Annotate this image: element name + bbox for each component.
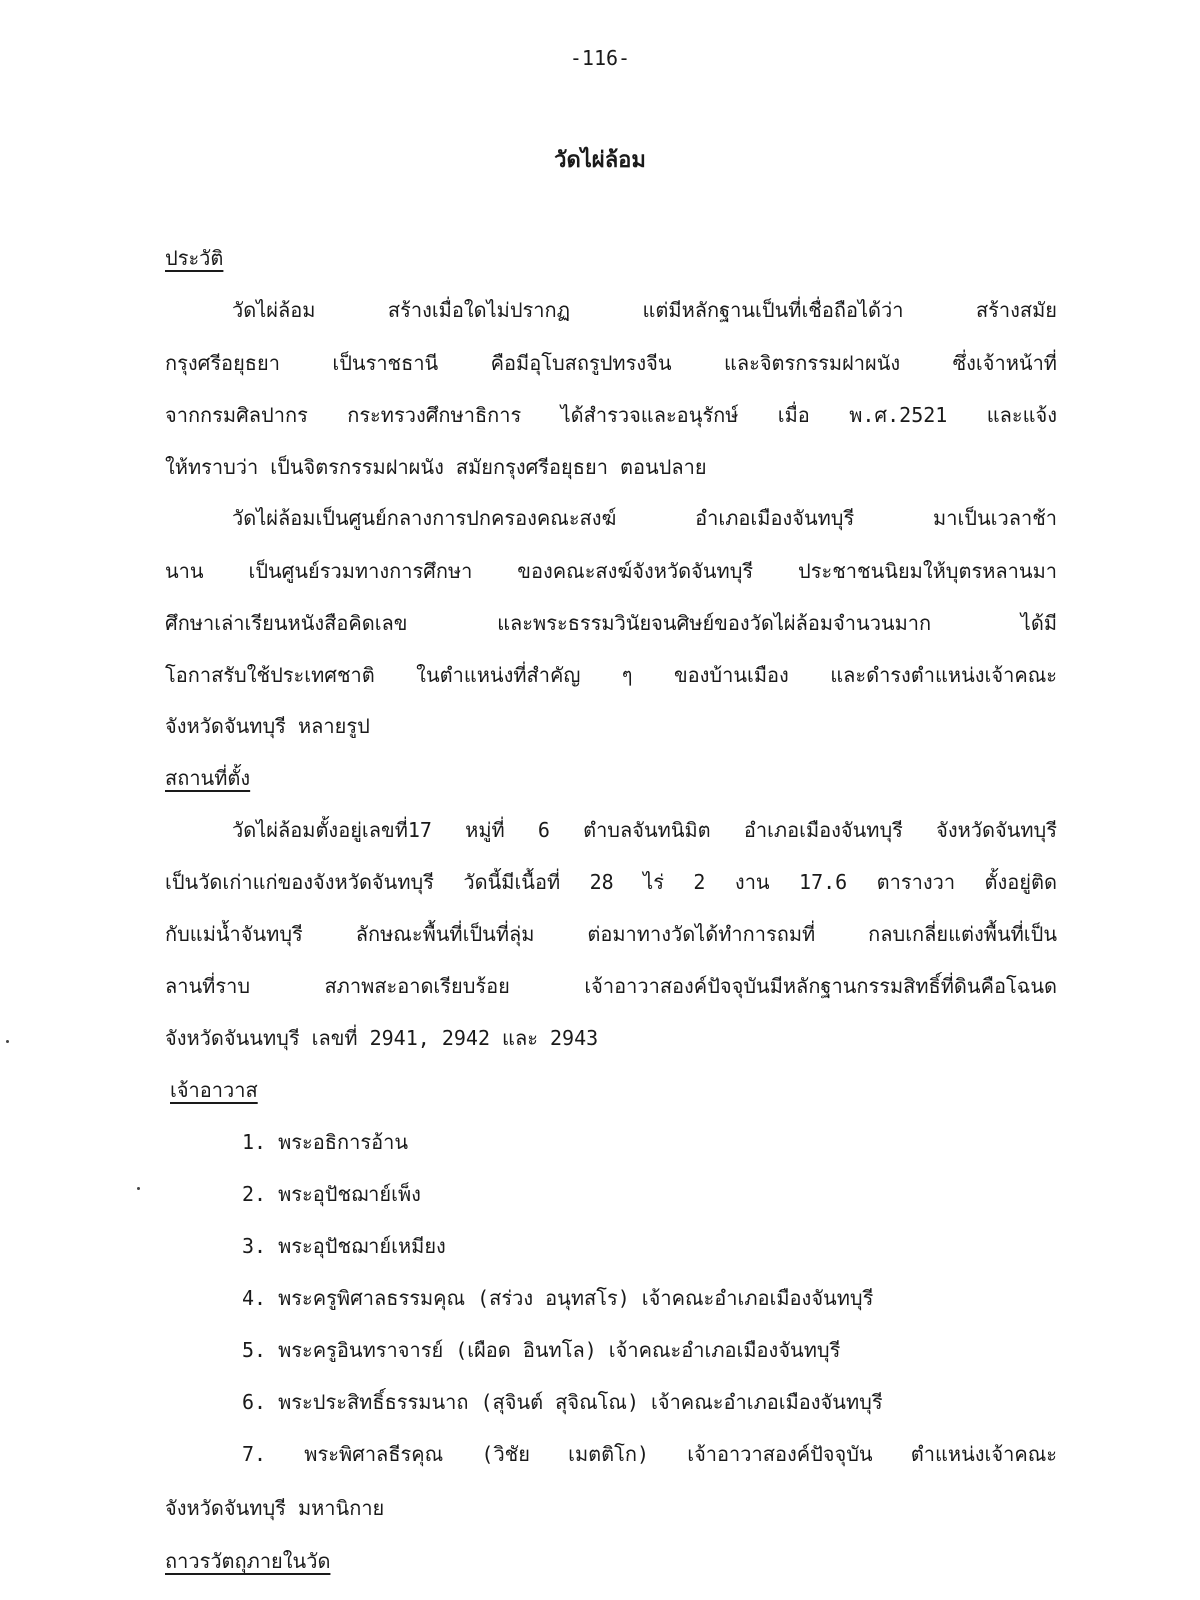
history-para2-line: โอกาสรับใช้ประเทศชาติ ในตำแหน่งที่สำคัญ ๆ ของบ้านเมือง และดำรงตำแหน่งเจ้าคณะ — [165, 663, 1057, 687]
history-heading: ประวัติ — [165, 246, 224, 270]
location-para-line: เป็นวัดเก่าแก่ของจังหวัดจันทบุรี วัดนี้มีเนื้อที่ 28 ไร่ 2 งาน 17.6 ตารางวา ตั้งอยู่ติด — [165, 870, 1057, 894]
page-number: -116- — [569, 46, 631, 70]
abbot-list-item: 1. พระอธิการอ้าน — [242, 1130, 409, 1154]
abbot-list-item: 7. พระพิศาลธีรคุณ (วิชัย เมตติโก) เจ้าอาวาสองค์ปัจจุบัน ตำแหน่งเจ้าคณะ — [242, 1442, 1057, 1466]
history-para2-line: วัดไผ่ล้อมเป็นศูนย์กลางการปกครองคณะสงฆ์ อำเภอเมืองจันทบุรี มาเป็นเวลาช้า — [232, 506, 1057, 530]
abbot-list-item: 6. พระประสิทธิ์ธรรมนาถ (สุจินต์ สุจิณโณ) เจ้าคณะอำเภอเมืองจันทบุรี — [242, 1390, 883, 1414]
abbot-continuation: จังหวัดจันทบุรี มหานิกาย — [165, 1496, 385, 1520]
buildings-heading: ถาวรวัตถุภายในวัด — [165, 1549, 331, 1573]
history-para2-line: นาน เป็นศูนย์รวมทางการศึกษา ของคณะสงฆ์จังหวัดจันทบุรี ประชาชนนิยมให้บุตรหลานมา — [165, 559, 1057, 583]
history-para2-line: ศึกษาเล่าเรียนหนังสือคิดเลข และพระธรรมวินัยจนศิษย์ของวัดไผ่ล้อมจำนวนมาก ได้มี — [165, 611, 1057, 635]
history-para1-line: ให้ทราบว่า เป็นจิตรกรรมฝาผนัง สมัยกรุงศรีอยุธยา ตอนปลาย — [165, 455, 707, 479]
abbot-list-item: 5. พระครูอินทราจารย์ (เผือด อินทโล) เจ้าคณะอำเภอเมืองจันทบุรี — [242, 1338, 841, 1362]
abbot-list-item: 2. พระอุปัชฌาย์เพ็ง — [242, 1182, 421, 1206]
history-para2-line: จังหวัดจันทบุรี หลายรูป — [165, 714, 370, 738]
history-para1-line: จากกรมศิลปากร กระทรวงศึกษาธิการ ได้สำรวจและอนุรักษ์ เมื่อ พ.ศ.2521 และแจ้ง — [165, 403, 1057, 427]
history-para1-line: วัดไผ่ล้อม สร้างเมื่อใดไม่ปรากฏ แต่มีหลักฐานเป็นที่เชื่อถือได้ว่า สร้างสมัย — [232, 298, 1057, 322]
scan-speck — [137, 1187, 140, 1190]
history-para1-line: กรุงศรีอยุธยา เป็นราชธานี คือมีอุโบสถรูปทรงจีน และจิตรกรรมฝาผนัง ซึ่งเจ้าหน้าที่ — [165, 351, 1057, 375]
page-title: วัดไผ่ล้อม — [554, 148, 646, 173]
abbot-list-item: 3. พระอุปัชฌาย์เหมียง — [242, 1234, 446, 1258]
location-para-line: กับแม่น้ำจันทบุรี ลักษณะพื้นที่เป็นที่ลุ่ม ต่อมาทางวัดได้ทำการถมที่ กลบเกลี่ยแต่งพื้นที่เป็น — [165, 922, 1057, 946]
location-para-line: ลานที่ราบ สภาพสะอาดเรียบร้อย เจ้าอาวาสองค์ปัจจุบันมีหลักฐานกรรมสิทธิ์ที่ดินคือโฉนด — [165, 974, 1057, 998]
abbot-list-item: 4. พระครูพิศาลธรรมคุณ (สร่วง อนุทสโร) เจ้าคณะอำเภอเมืองจันทบุรี — [242, 1286, 874, 1310]
location-para-line: จังหวัดจันนทบุรี เลขที่ 2941, 2942 และ 2943 — [165, 1026, 599, 1050]
location-para-line: วัดไผ่ล้อมตั้งอยู่เลขที่17 หมู่ที่ 6 ตำบลจันทนิมิต อำเภอเมืองจันทบุรี จังหวัดจันทบุรี — [232, 818, 1057, 842]
location-heading: สถานที่ตั้ง — [165, 766, 251, 790]
scan-speck — [6, 1040, 9, 1043]
abbots-heading: เจ้าอาวาส — [170, 1078, 258, 1102]
